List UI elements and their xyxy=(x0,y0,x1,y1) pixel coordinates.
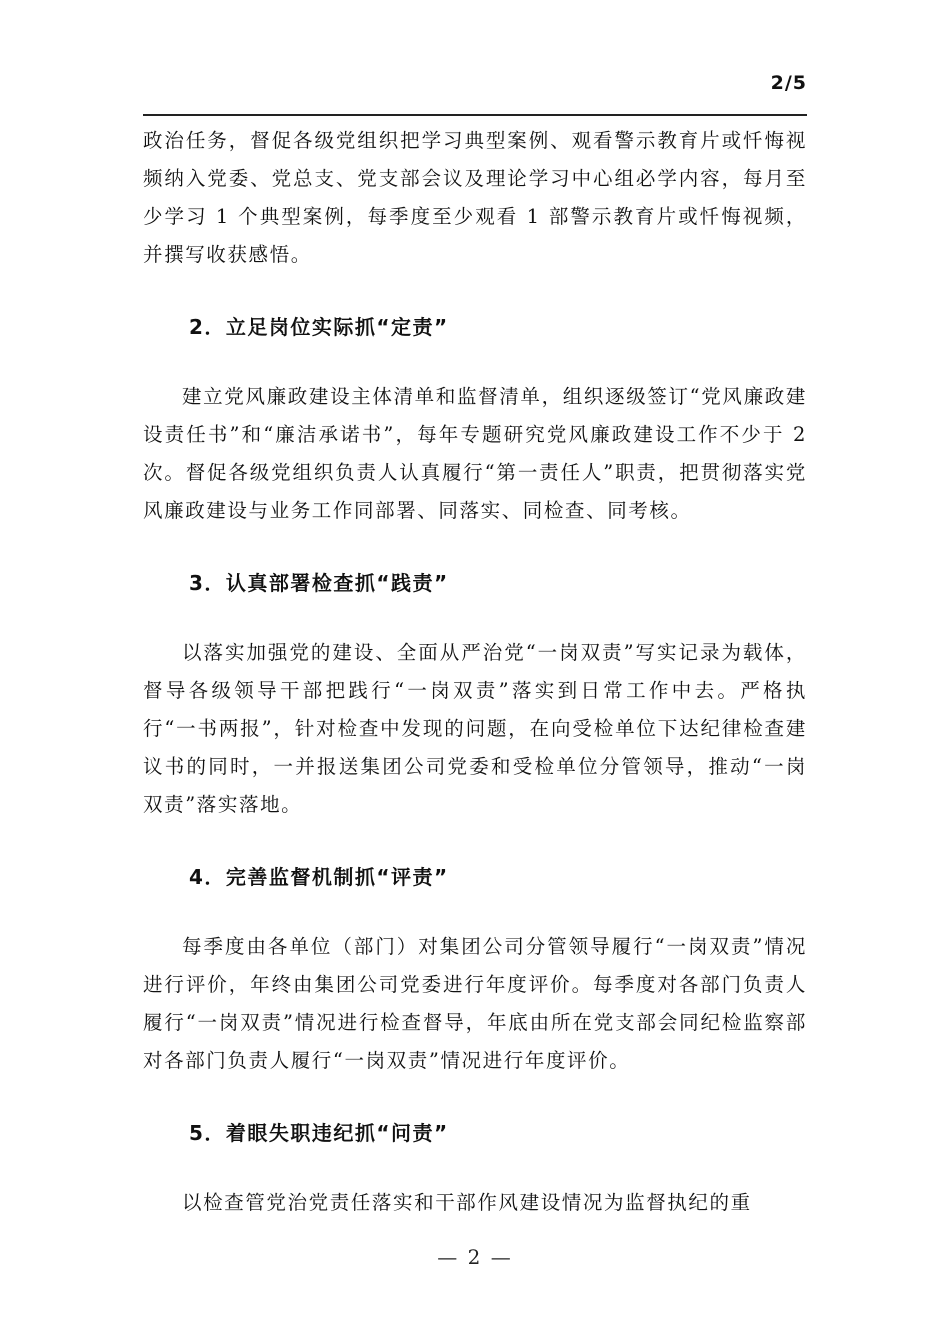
header-rule xyxy=(143,114,807,116)
section-heading-4: 4．完善监督机制抓“评责” xyxy=(189,865,449,889)
section-heading-2: 2．立足岗位实际抓“定责” xyxy=(189,315,449,339)
paragraph-section-2: 建立党风廉政建设主体清单和监督清单，组织逐级签订“党风廉政建设责任书”和“廉洁承诺书”，每年专题研究党风廉政建设工作不少于 2 次。督促各级党组织负责人认真履行“第一责任人”职责，把贯彻落实党风廉政建设与业务工作同部署、同落实、同检查、同考核。 xyxy=(143,385,807,522)
document-body xyxy=(143,122,807,1222)
paragraph-intro-continued: 政治任务，督促各级党组织把学习典型案例、观看警示教育片或忏悔视频纳入党委、党总支、党支部会议及理论学习中心组必学内容，每月至少学习 1 个典型案例，每季度至少观看 1 部警示教育片或忏悔视频，并撰写收获感悟。 xyxy=(143,129,807,266)
paragraph-section-5: 以检查管党治党责任落实和干部作风建设情况为监督执纪的重 xyxy=(182,1191,752,1214)
section-heading-5: 5．着眼失职违纪抓“问责” xyxy=(189,1121,449,1145)
footer-page-number: — 2 — xyxy=(437,1245,513,1269)
page-indicator: 2/5 xyxy=(770,72,807,94)
section-heading-3: 3．认真部署检查抓“践责” xyxy=(189,571,449,595)
paragraph-section-4: 每季度由各单位（部门）对集团公司分管领导履行“一岗双责”情况进行评价，年终由集团公司党委进行年度评价。每季度对各部门负责人履行“一岗双责”情况进行检查督导，年底由所在党支部会同纪检监察部对各部门负责人履行“一岗双责”情况进行年度评价。 xyxy=(143,935,807,1072)
paragraph-section-3: 以落实加强党的建设、全面从严治党“一岗双责”写实记录为载体，督导各级领导干部把践行“一岗双责”落实到日常工作中去。严格执行“一书两报”，针对检查中发现的问题，在向受检单位下达纪律检查建议书的同时，一并报送集团公司党委和受检单位分管领导，推动“一岗双责”落实落地。 xyxy=(143,641,807,816)
